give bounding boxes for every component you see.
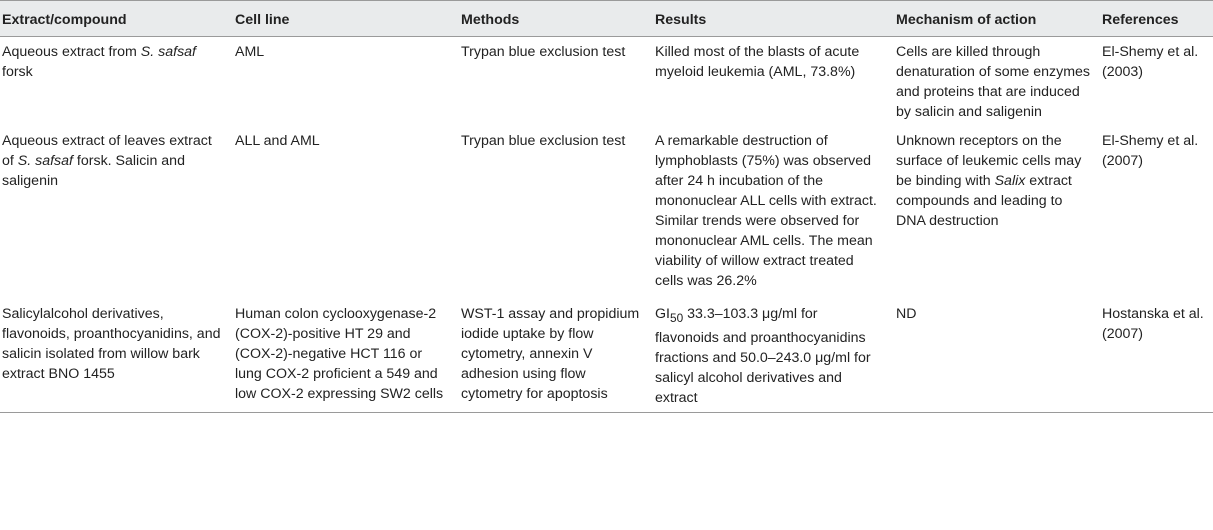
cell-cell-line: AML <box>235 44 265 60</box>
table-header <box>0 1 1213 37</box>
cell-extract: Salicylalcohol derivatives, flavonoids, proanthocyanidins, and salicin isolated from willow bark extract BNO 1455 <box>0 299 229 412</box>
cell-references: Hostanska et al. (2007) <box>1096 299 1213 412</box>
cell-cell-line: ALL and AML <box>235 133 320 149</box>
cell-methods: WST-1 assay and propidium iodide uptake by flow cytometry, annexin V adhesion using flow cytometry for apoptosis <box>455 299 649 412</box>
header-methods: Methods <box>455 1 649 37</box>
header-row <box>0 1 1213 37</box>
cell-extract: Aqueous extract of leaves extract of S. safsaf forsk. Salicin and saligenin <box>2 133 212 189</box>
cell-results: $GI_{50}$ 33.3–103.3 μg/ml for flavonoids and proanthocyanidins fractions and 50.0–243.0 μg/ml for salicyl alcohol derivatives and extract <box>649 299 890 412</box>
cell-cell-line: Human colon cyclooxygenase-2 (COX-2)-positive HT 29 and (COX-2)-negative HCT 116 or lung COX-2 proficient a 549 and low COX-2 expressing SW2 cells <box>229 299 455 412</box>
table-row <box>0 126 1213 299</box>
cell-mechanism: Cells are killed through denaturation of some enzymes and proteins that are induced by salicin and saligenin <box>896 44 1091 120</box>
header-results: Results <box>649 1 890 37</box>
cell-extract: Aqueous extract from S. safsaf forsk <box>2 44 196 80</box>
header-references: References <box>1096 1 1213 37</box>
cell-methods: Trypan blue exclusion test <box>461 44 626 60</box>
cell-references: El-Shemy et al. (2003) <box>1102 44 1199 80</box>
cell-methods: Trypan blue exclusion test <box>461 133 626 149</box>
table-row <box>0 299 1213 412</box>
cell-mechanism: ND <box>890 299 1096 412</box>
header-cell-line: Cell line <box>229 1 455 37</box>
cell-results: A remarkable destruction of lymphoblasts (75%) was observed after 24 h incubation of the mononuclear ALL cells with extract. Similar trends were observed for mononuclear AML cells. The mean viability of willow extract treated cells was 26.2% <box>655 133 877 289</box>
cell-results: Killed most of the blasts of acute myeloid leukemia (AML, 73.8%) <box>655 44 860 80</box>
cell-references: El-Shemy et al. (2007) <box>1102 133 1199 169</box>
header-mechanism: Mechanism of action <box>890 1 1096 37</box>
table-row <box>0 37 1213 127</box>
header-extract: Extract/compound <box>0 1 229 37</box>
table-body <box>0 37 1213 413</box>
cell-mechanism: Unknown receptors on the surface of leukemic cells may be binding with Salix extract compounds and leading to DNA destruction <box>896 133 1082 229</box>
